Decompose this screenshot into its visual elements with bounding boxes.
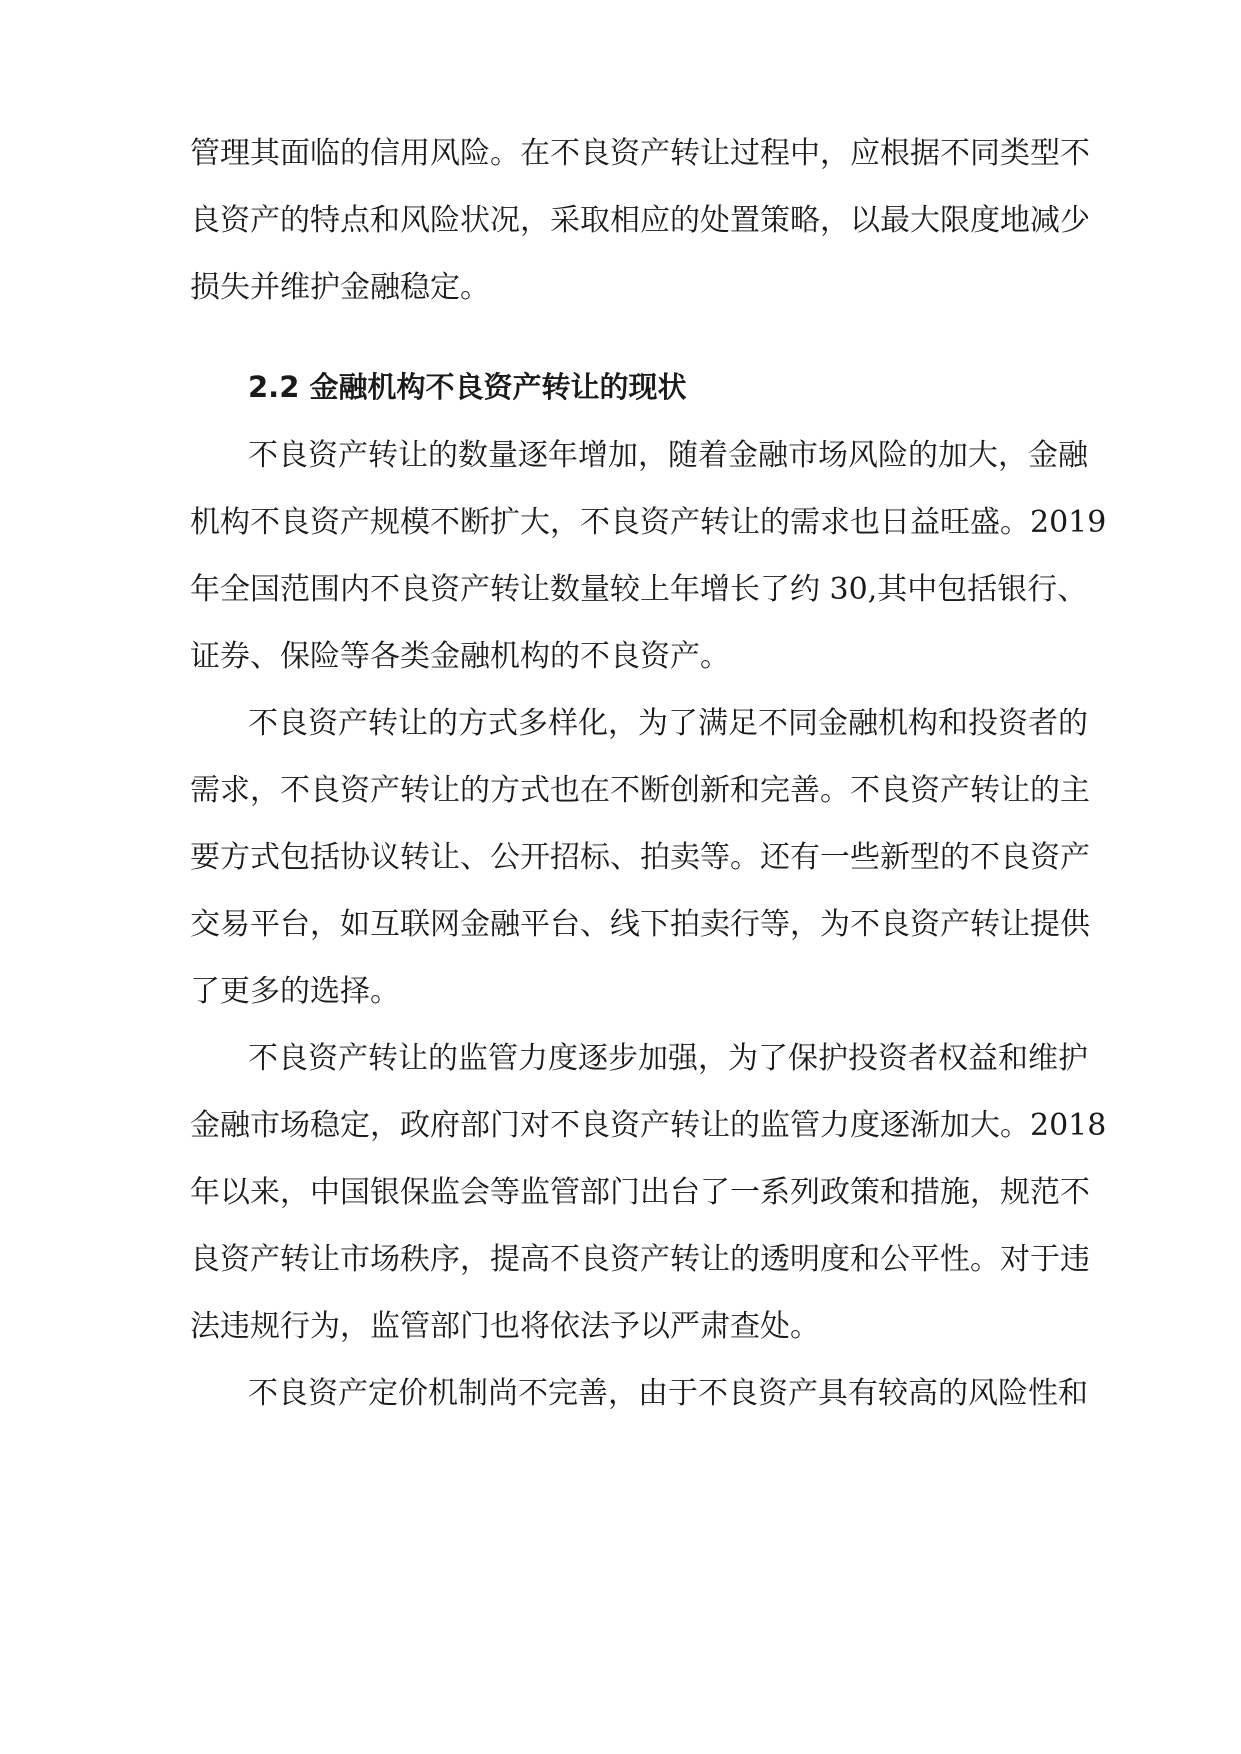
paragraph-line: 不良资产定价机制尚不完善，由于不良资产具有较高的风险性和 [248,1376,1088,1411]
paragraph-line: 要方式包括协议转让、公开招标、拍卖等。还有一些新型的不良资产 [190,840,1090,875]
paragraph-line: 交易平台，如互联网金融平台、线下拍卖行等，为不良资产转让提供 [190,907,1090,942]
paragraph-line: 法违规行为，监管部门也将依法予以严肃查处。 [190,1309,820,1344]
paragraph-line: 年全国范围内不良资产转让数量较上年增长了约 30,其中包括银行、 [190,572,1088,607]
paragraph-line: 了更多的选择。 [190,974,400,1009]
paragraph-line: 证券、保险等各类金融机构的不良资产。 [190,639,730,674]
paragraph-line: 机构不良资产规模不断扩大，不良资产转让的需求也日益旺盛。2019 [190,505,1107,540]
paragraph-line: 损失并维护金融稳定。 [190,270,490,305]
paragraph-line: 不良资产转让的监管力度逐步加强，为了保护投资者权益和维护 [248,1041,1088,1076]
section-heading: 2.2 金融机构不良资产转让的现状 [248,370,687,404]
paragraph-line: 良资产转让市场秩序，提高不良资产转让的透明度和公平性。对于违 [190,1242,1090,1277]
paragraph-line: 管理其面临的信用风险。在不良资产转让过程中，应根据不同类型不 [190,136,1090,171]
paragraph-line: 良资产的特点和风险状况，采取相应的处置策略，以最大限度地减少 [190,203,1090,238]
paragraph-line: 金融市场稳定，政府部门对不良资产转让的监管力度逐渐加大。2018 [190,1108,1107,1143]
paragraph-line: 不良资产转让的数量逐年增加，随着金融市场风险的加大，金融 [248,438,1088,473]
paragraph-line: 年以来，中国银保监会等监管部门出台了一系列政策和措施，规范不 [190,1175,1090,1210]
paragraph-line: 不良资产转让的方式多样化，为了满足不同金融机构和投资者的 [248,706,1088,741]
paragraph-line: 需求，不良资产转让的方式也在不断创新和完善。不良资产转让的主 [190,773,1090,808]
